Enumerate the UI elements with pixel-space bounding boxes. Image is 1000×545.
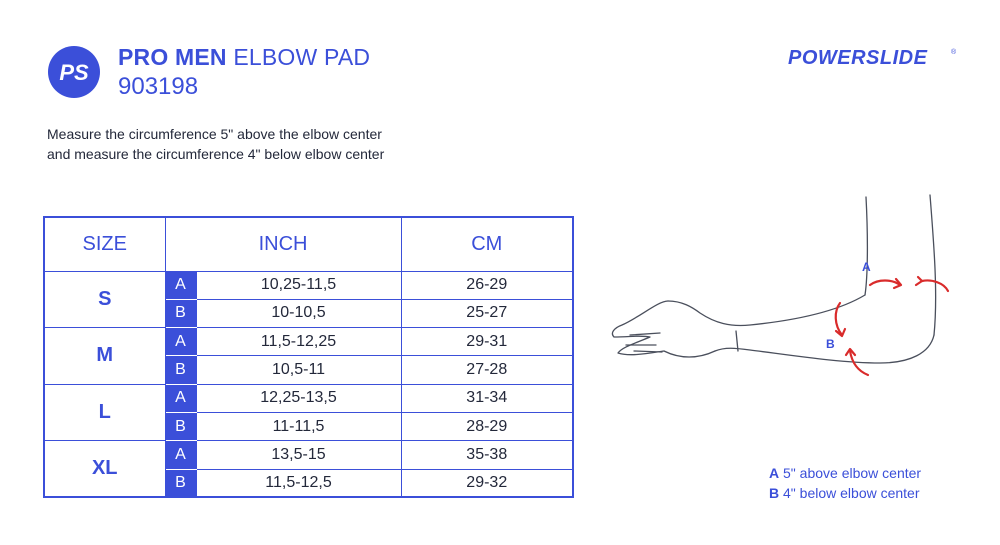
arm-illustration	[600, 185, 960, 395]
title-bold: PRO MEN	[118, 44, 227, 70]
measure-b-arrows	[836, 303, 868, 375]
inch-cell: 11,5-12,25	[196, 328, 401, 356]
header-cm: CM	[401, 217, 573, 271]
measure-label: B	[165, 356, 196, 384]
size-chart-table	[43, 216, 574, 498]
title-rest: ELBOW PAD	[233, 44, 371, 70]
legend-key: B	[769, 485, 780, 501]
size-cell: M	[44, 328, 165, 385]
product-code: 903198	[118, 73, 199, 100]
measure-a-arrows	[870, 277, 948, 291]
ps-logo-text: PS	[59, 60, 89, 85]
table-header-row	[44, 217, 573, 271]
measure-label: B	[165, 412, 196, 440]
size-cell: L	[44, 384, 165, 441]
cm-cell: 25-27	[401, 299, 573, 327]
inch-cell: 10,5-11	[196, 356, 401, 384]
upper-arm-outline-back	[930, 195, 936, 335]
measure-label: B	[165, 469, 196, 497]
table-row	[44, 441, 573, 469]
legend-text: 5" above elbow center	[783, 465, 922, 481]
cm-cell: 31-34	[401, 384, 573, 412]
measure-label: A	[165, 271, 196, 299]
table-row	[44, 271, 573, 299]
illustration-label-a: A	[862, 260, 871, 274]
measure-instructions	[47, 124, 384, 164]
table-row	[44, 328, 573, 356]
hand-outline	[612, 301, 715, 357]
product-title	[118, 44, 370, 71]
inch-cell: 10,25-11,5	[196, 271, 401, 299]
measure-label: A	[165, 441, 196, 469]
measure-label: A	[165, 328, 196, 356]
size-cell: XL	[44, 441, 165, 498]
legend-item	[769, 483, 921, 503]
measure-legend	[769, 463, 921, 503]
upper-arm-outline	[865, 197, 867, 295]
measure-label: B	[165, 299, 196, 327]
table-row	[44, 384, 573, 412]
instruction-line: Measure the circumference 5" above the elbow center	[47, 126, 382, 142]
ps-logo	[47, 45, 101, 99]
inch-cell: 11-11,5	[196, 412, 401, 440]
inch-cell: 12,25-13,5	[196, 384, 401, 412]
inch-cell: 13,5-15	[196, 441, 401, 469]
brand-trademark: ®	[951, 49, 957, 56]
cm-cell: 35-38	[401, 441, 573, 469]
cm-cell: 28-29	[401, 412, 573, 440]
header-size: SIZE	[44, 217, 165, 271]
cm-cell: 29-31	[401, 328, 573, 356]
cm-cell: 27-28	[401, 356, 573, 384]
brand-logo: POWERSLIDE	[788, 47, 928, 69]
legend-item	[769, 463, 921, 483]
instruction-line: and measure the circumference 4" below elbow center	[47, 146, 385, 162]
inch-cell: 10-10,5	[196, 299, 401, 327]
cm-cell: 29-32	[401, 469, 573, 497]
legend-key: A	[769, 465, 780, 481]
legend-text: 4" below elbow center	[783, 485, 920, 501]
cm-cell: 26-29	[401, 271, 573, 299]
header-inch: INCH	[165, 217, 401, 271]
forearm-bottom-outline	[715, 335, 934, 363]
inch-cell: 11,5-12,5	[196, 469, 401, 497]
measure-label: A	[165, 384, 196, 412]
size-cell: S	[44, 271, 165, 328]
illustration-label-b: B	[826, 337, 835, 351]
